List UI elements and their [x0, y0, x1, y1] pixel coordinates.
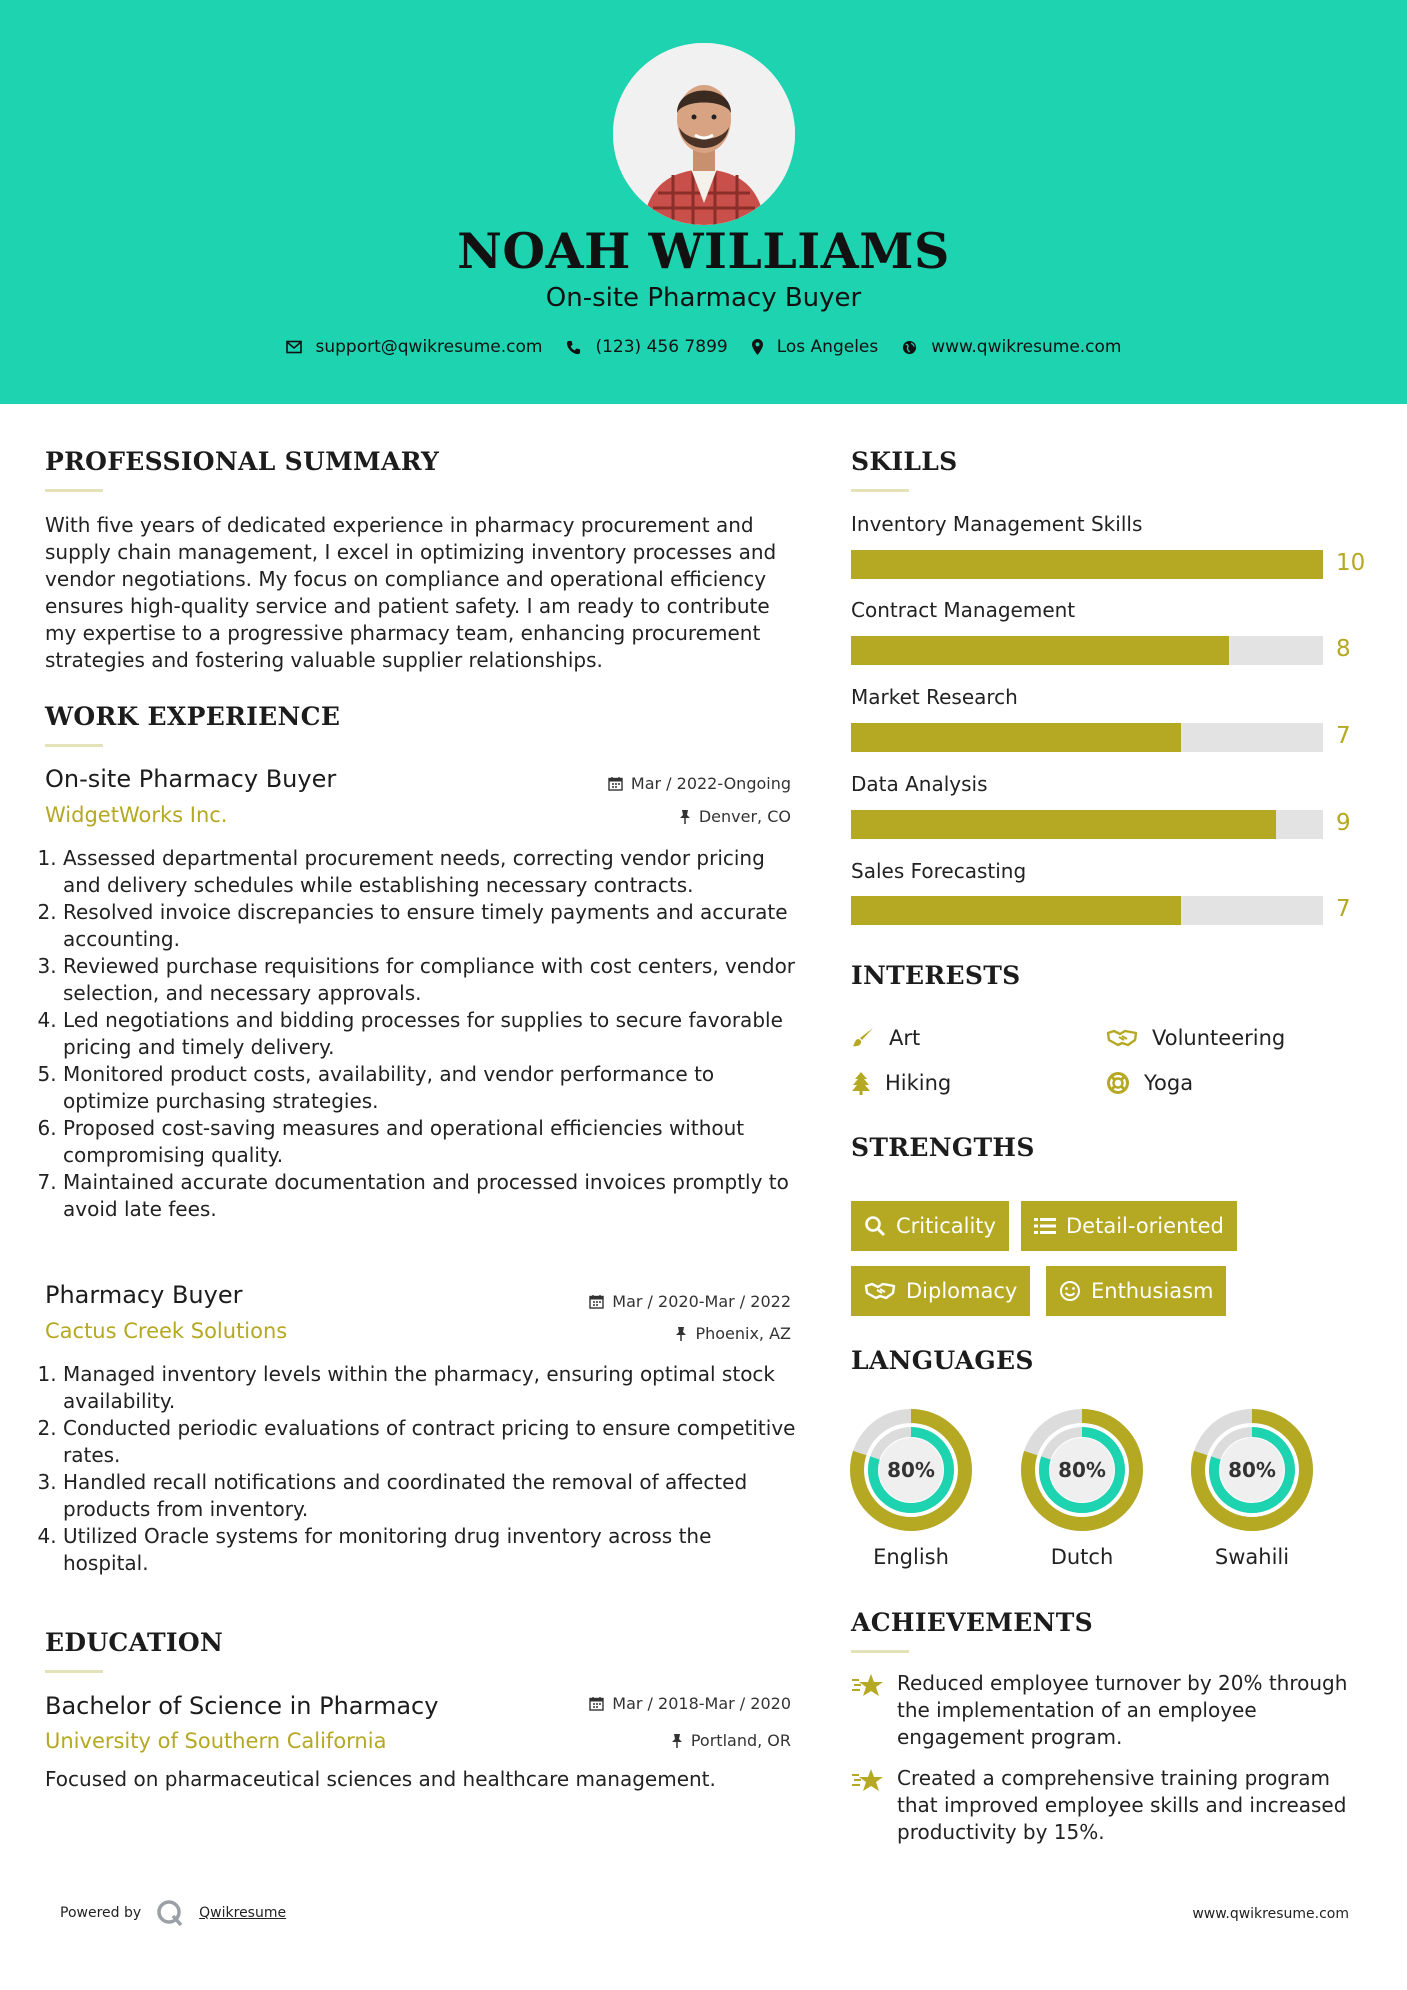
- achievement-text: Reduced employee turnover by 20% through the implementation of an employee engagement program.: [897, 1671, 1348, 1749]
- skill-value: 10: [1336, 550, 1366, 576]
- contact-phone[interactable]: [566, 337, 727, 357]
- contact-location-text: Los Angeles: [776, 337, 879, 357]
- skill-bar-fill: [851, 723, 1181, 752]
- pushpin-icon: [675, 1326, 687, 1342]
- language-name: Dutch: [1050, 1545, 1114, 1569]
- achievements-heading: ACHIEVEMENTS: [851, 1608, 1093, 1637]
- interest-hiking: [851, 1071, 951, 1095]
- summary-heading: PROFESSIONAL SUMMARY: [45, 447, 440, 476]
- skill-name: Data Analysis: [851, 772, 988, 796]
- school-name: University of Southern California: [45, 1729, 387, 1753]
- skill-bar-fill: [851, 550, 1323, 579]
- skill-name: Inventory Management Skills: [851, 512, 1143, 536]
- job-bullets: [45, 1361, 803, 1577]
- language-percent-label: 80%: [1228, 1458, 1276, 1482]
- skills-heading: SKILLS: [851, 447, 958, 476]
- contact-website[interactable]: [902, 337, 1121, 357]
- strength-label: Enthusiasm: [1091, 1279, 1214, 1303]
- candidate-role: On-site Pharmacy Buyer: [545, 283, 862, 313]
- skill-name: Market Research: [851, 685, 1018, 709]
- contact-email-text: support@qwikresume.com: [315, 337, 543, 357]
- job-title: On-site Pharmacy Buyer: [45, 765, 337, 793]
- summary-text: With five years of dedicated experience in pharmacy procurement and supply chain management, I excel in optimizing inventory processes and vendor negotiations. My focus on compliance and operational efficiency ensures high-quality service and patient safety. I am ready to contribute my expertise to a progressive pharmacy team, enhancing procurement strategies and fostering valuable supplier relationships.: [45, 513, 777, 672]
- bullet-item: 1. Assessed departmental procurement needs, correcting vendor pricing and delivery schedules while establishing necessary contracts.: [63, 845, 803, 899]
- powered-by-text: Powered by: [60, 1905, 142, 1921]
- skill-bar-fill: [851, 636, 1229, 665]
- education-description: Focused on pharmaceutical sciences and healthcare management.: [45, 1767, 716, 1791]
- education-location: [671, 1731, 791, 1750]
- language-percent-label: 80%: [1058, 1458, 1106, 1482]
- bullet-item: 2. Resolved invoice discrepancies to ensure timely payments and accurate accounting.: [63, 899, 803, 953]
- handshake-icon: [1106, 1027, 1138, 1049]
- interest-label: Yoga: [1144, 1071, 1194, 1095]
- contact-bar: [0, 337, 1407, 357]
- skill-name: Sales Forecasting: [851, 859, 1027, 883]
- interests-heading: INTERESTS: [851, 961, 1021, 990]
- job-title: Pharmacy Buyer: [45, 1281, 243, 1309]
- summary-rule: [45, 489, 103, 492]
- search-icon: [864, 1215, 886, 1237]
- bullet-item: 3. Reviewed purchase requisitions for compliance with cost centers, vendor selection, and necessary approvals.: [63, 953, 803, 1007]
- job-location: [675, 1324, 791, 1343]
- skill-bar-track: [851, 636, 1323, 665]
- interest-art: [851, 1026, 920, 1050]
- contact-location: [752, 337, 879, 357]
- tree-icon: [851, 1071, 871, 1095]
- job-location: [679, 807, 791, 826]
- education-dates: [589, 1694, 791, 1713]
- bullet-item: 4. Utilized Oracle systems for monitoring drug inventory across the hospital.: [63, 1523, 803, 1577]
- education-heading: EDUCATION: [45, 1628, 224, 1657]
- skill-value: 7: [1336, 723, 1351, 749]
- skill-bar-track: [851, 550, 1323, 579]
- handshake-icon: [864, 1280, 896, 1302]
- list-icon: [1034, 1216, 1056, 1236]
- language-ring: [1191, 1409, 1313, 1531]
- globe-icon: [902, 340, 917, 355]
- strength-badge: [1021, 1201, 1237, 1251]
- smile-icon: [1059, 1280, 1081, 1302]
- interest-yoga: [1106, 1071, 1193, 1095]
- pushpin-icon: [679, 809, 691, 825]
- interest-label: Volunteering: [1152, 1026, 1286, 1050]
- education-dates-text: Mar / 2018-Mar / 2020: [612, 1694, 791, 1713]
- calendar-icon: [589, 1696, 604, 1711]
- header-banner: [0, 0, 1407, 404]
- degree-title: Bachelor of Science in Pharmacy: [45, 1692, 439, 1720]
- achievement-text: Created a comprehensive training program that improved employee skills and increased productivity by 15%.: [897, 1766, 1347, 1844]
- bullet-item: 7. Maintained accurate documentation and processed invoices promptly to avoid late fees.: [63, 1169, 803, 1223]
- strength-label: Diplomacy: [906, 1279, 1018, 1303]
- strength-badge: [851, 1201, 1009, 1251]
- language-ring: [1021, 1409, 1143, 1531]
- languages-heading: LANGUAGES: [851, 1346, 1034, 1375]
- language-name: Swahili: [1214, 1545, 1290, 1569]
- job-dates: [608, 774, 791, 793]
- company-name: WidgetWorks Inc.: [45, 803, 228, 827]
- strength-label: Criticality: [896, 1214, 996, 1238]
- candidate-name: NOAH WILLIAMS: [457, 222, 950, 280]
- qwikresume-link[interactable]: Qwikresume: [199, 1905, 287, 1921]
- skill-bar-track: [851, 896, 1323, 925]
- job-location-text: Phoenix, AZ: [695, 1324, 791, 1343]
- profile-photo: [613, 43, 795, 225]
- bullet-item: 5. Monitored product costs, availability, and vendor performance to optimize purchasing strategies.: [63, 1061, 803, 1115]
- interest-label: Art: [889, 1026, 921, 1050]
- job-location-text: Denver, CO: [698, 807, 791, 826]
- footer-powered-by: [60, 1898, 286, 1928]
- skills-rule: [851, 489, 909, 492]
- interest-label: Hiking: [885, 1071, 952, 1095]
- footer-website[interactable]: www.qwikresume.com: [1192, 1906, 1349, 1922]
- language-ring: [850, 1409, 972, 1531]
- strength-badge: [851, 1266, 1030, 1316]
- skill-value: 7: [1336, 896, 1351, 922]
- education-rule: [45, 1670, 103, 1673]
- strength-badge: [1046, 1266, 1226, 1316]
- skill-name: Contract Management: [851, 598, 1076, 622]
- skill-value: 8: [1336, 636, 1351, 662]
- star-award-icon: [851, 1672, 885, 1700]
- achievement-item: [851, 1765, 1371, 1846]
- strength-label: Detail-oriented: [1066, 1214, 1224, 1238]
- qwikresume-logo-icon: [155, 1898, 185, 1928]
- paintbrush-icon: [851, 1026, 875, 1050]
- contact-email[interactable]: [286, 337, 543, 357]
- interest-volunteering: [1106, 1026, 1285, 1050]
- language-percent-label: 80%: [887, 1458, 935, 1482]
- calendar-icon: [608, 776, 623, 791]
- company-name: Cactus Creek Solutions: [45, 1319, 288, 1343]
- language-name: English: [873, 1545, 949, 1569]
- bullet-item: 4. Led negotiations and bidding processes for supplies to secure favorable pricing and timely delivery.: [63, 1007, 803, 1061]
- skill-bar-track: [851, 810, 1323, 839]
- skill-bar-track: [851, 723, 1323, 752]
- achievements-rule: [851, 1650, 909, 1653]
- experience-rule: [45, 744, 103, 747]
- contact-website-text: www.qwikresume.com: [931, 337, 1122, 357]
- job-dates-text: Mar / 2022-Ongoing: [630, 774, 791, 793]
- achievement-item: [851, 1670, 1371, 1751]
- pushpin-icon: [671, 1733, 683, 1749]
- bullet-item: 1. Managed inventory levels within the pharmacy, ensuring optimal stock availability.: [63, 1361, 803, 1415]
- job-dates: [589, 1292, 791, 1311]
- education-location-text: Portland, OR: [690, 1731, 791, 1750]
- bullet-item: 2. Conducted periodic evaluations of contract pricing to ensure competitive rates.: [63, 1415, 803, 1469]
- star-award-icon: [851, 1767, 885, 1795]
- bullet-item: 6. Proposed cost-saving measures and operational efficiencies without compromising quality.: [63, 1115, 803, 1169]
- lifering-icon: [1106, 1071, 1130, 1095]
- envelope-icon: [286, 340, 302, 354]
- phone-icon: [566, 340, 581, 355]
- skill-bar-fill: [851, 810, 1276, 839]
- skill-bar-fill: [851, 896, 1181, 925]
- calendar-icon: [589, 1294, 604, 1309]
- strengths-heading: STRENGTHS: [851, 1133, 1035, 1162]
- contact-phone-text: (123) 456 7899: [595, 337, 728, 357]
- job-dates-text: Mar / 2020-Mar / 2022: [612, 1292, 791, 1311]
- experience-heading: WORK EXPERIENCE: [45, 702, 341, 731]
- map-pin-icon: [752, 339, 763, 355]
- job-bullets: [45, 845, 803, 1223]
- skill-value: 9: [1336, 810, 1351, 836]
- bullet-item: 3. Handled recall notifications and coordinated the removal of affected products from inventory.: [63, 1469, 803, 1523]
